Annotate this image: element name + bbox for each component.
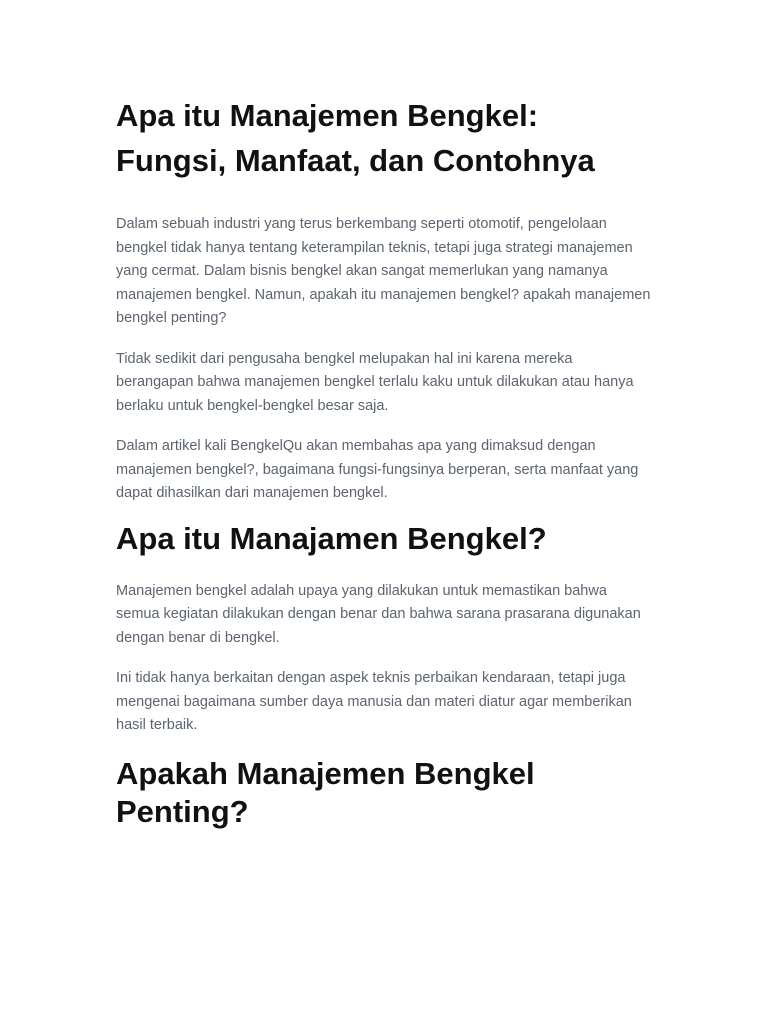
- section-paragraph: Ini tidak hanya berkaitan dengan aspek teknis perbaikan kendaraan, tetapi juga mengenai bagaimana sumber daya manusia dan materi diatur agar memberikan hasil terbaik.: [116, 670, 632, 733]
- section-heading: Apa itu Manajamen Bengkel?: [116, 520, 547, 556]
- article-title: Apa itu Manajemen Bengkel: Fungsi, Manfaat, dan Contohnya: [116, 98, 595, 178]
- section-heading: Apakah Manajemen Bengkel Penting?: [116, 755, 535, 829]
- article: [116, 93, 656, 831]
- intro-paragraph: Dalam artikel kali BengkelQu akan membahas apa yang dimaksud dengan manajemen bengkel?, bagaimana fungsi-fungsinya berperan, serta manfaat yang dapat dihasilkan dari manajemen bengkel.: [116, 438, 639, 501]
- intro-paragraph: Dalam sebuah industri yang terus berkembang seperti otomotif, pengelolaan bengkel tidak hanya tentang keterampilan teknis, tetapi juga strategi manajemen yang cermat. Dalam bisnis bengkel akan sangat memerlukan yang namanya manajemen bengkel. Namun, apakah itu manajemen bengkel? apakah manajemen bengkel penting?: [116, 216, 651, 326]
- section-paragraph: Manajemen bengkel adalah upaya yang dilakukan untuk memastikan bahwa semua kegiatan dilakukan dengan benar dan bahwa sarana prasarana digunakan dengan benar di bengkel.: [116, 582, 641, 646]
- intro-paragraph: Tidak sedikit dari pengusaha bengkel melupakan hal ini karena mereka berangapan bahwa manajemen bengkel terlalu kaku untuk dilakukan atau hanya berlaku untuk bengkel-bengkel besar saja.: [116, 350, 634, 414]
